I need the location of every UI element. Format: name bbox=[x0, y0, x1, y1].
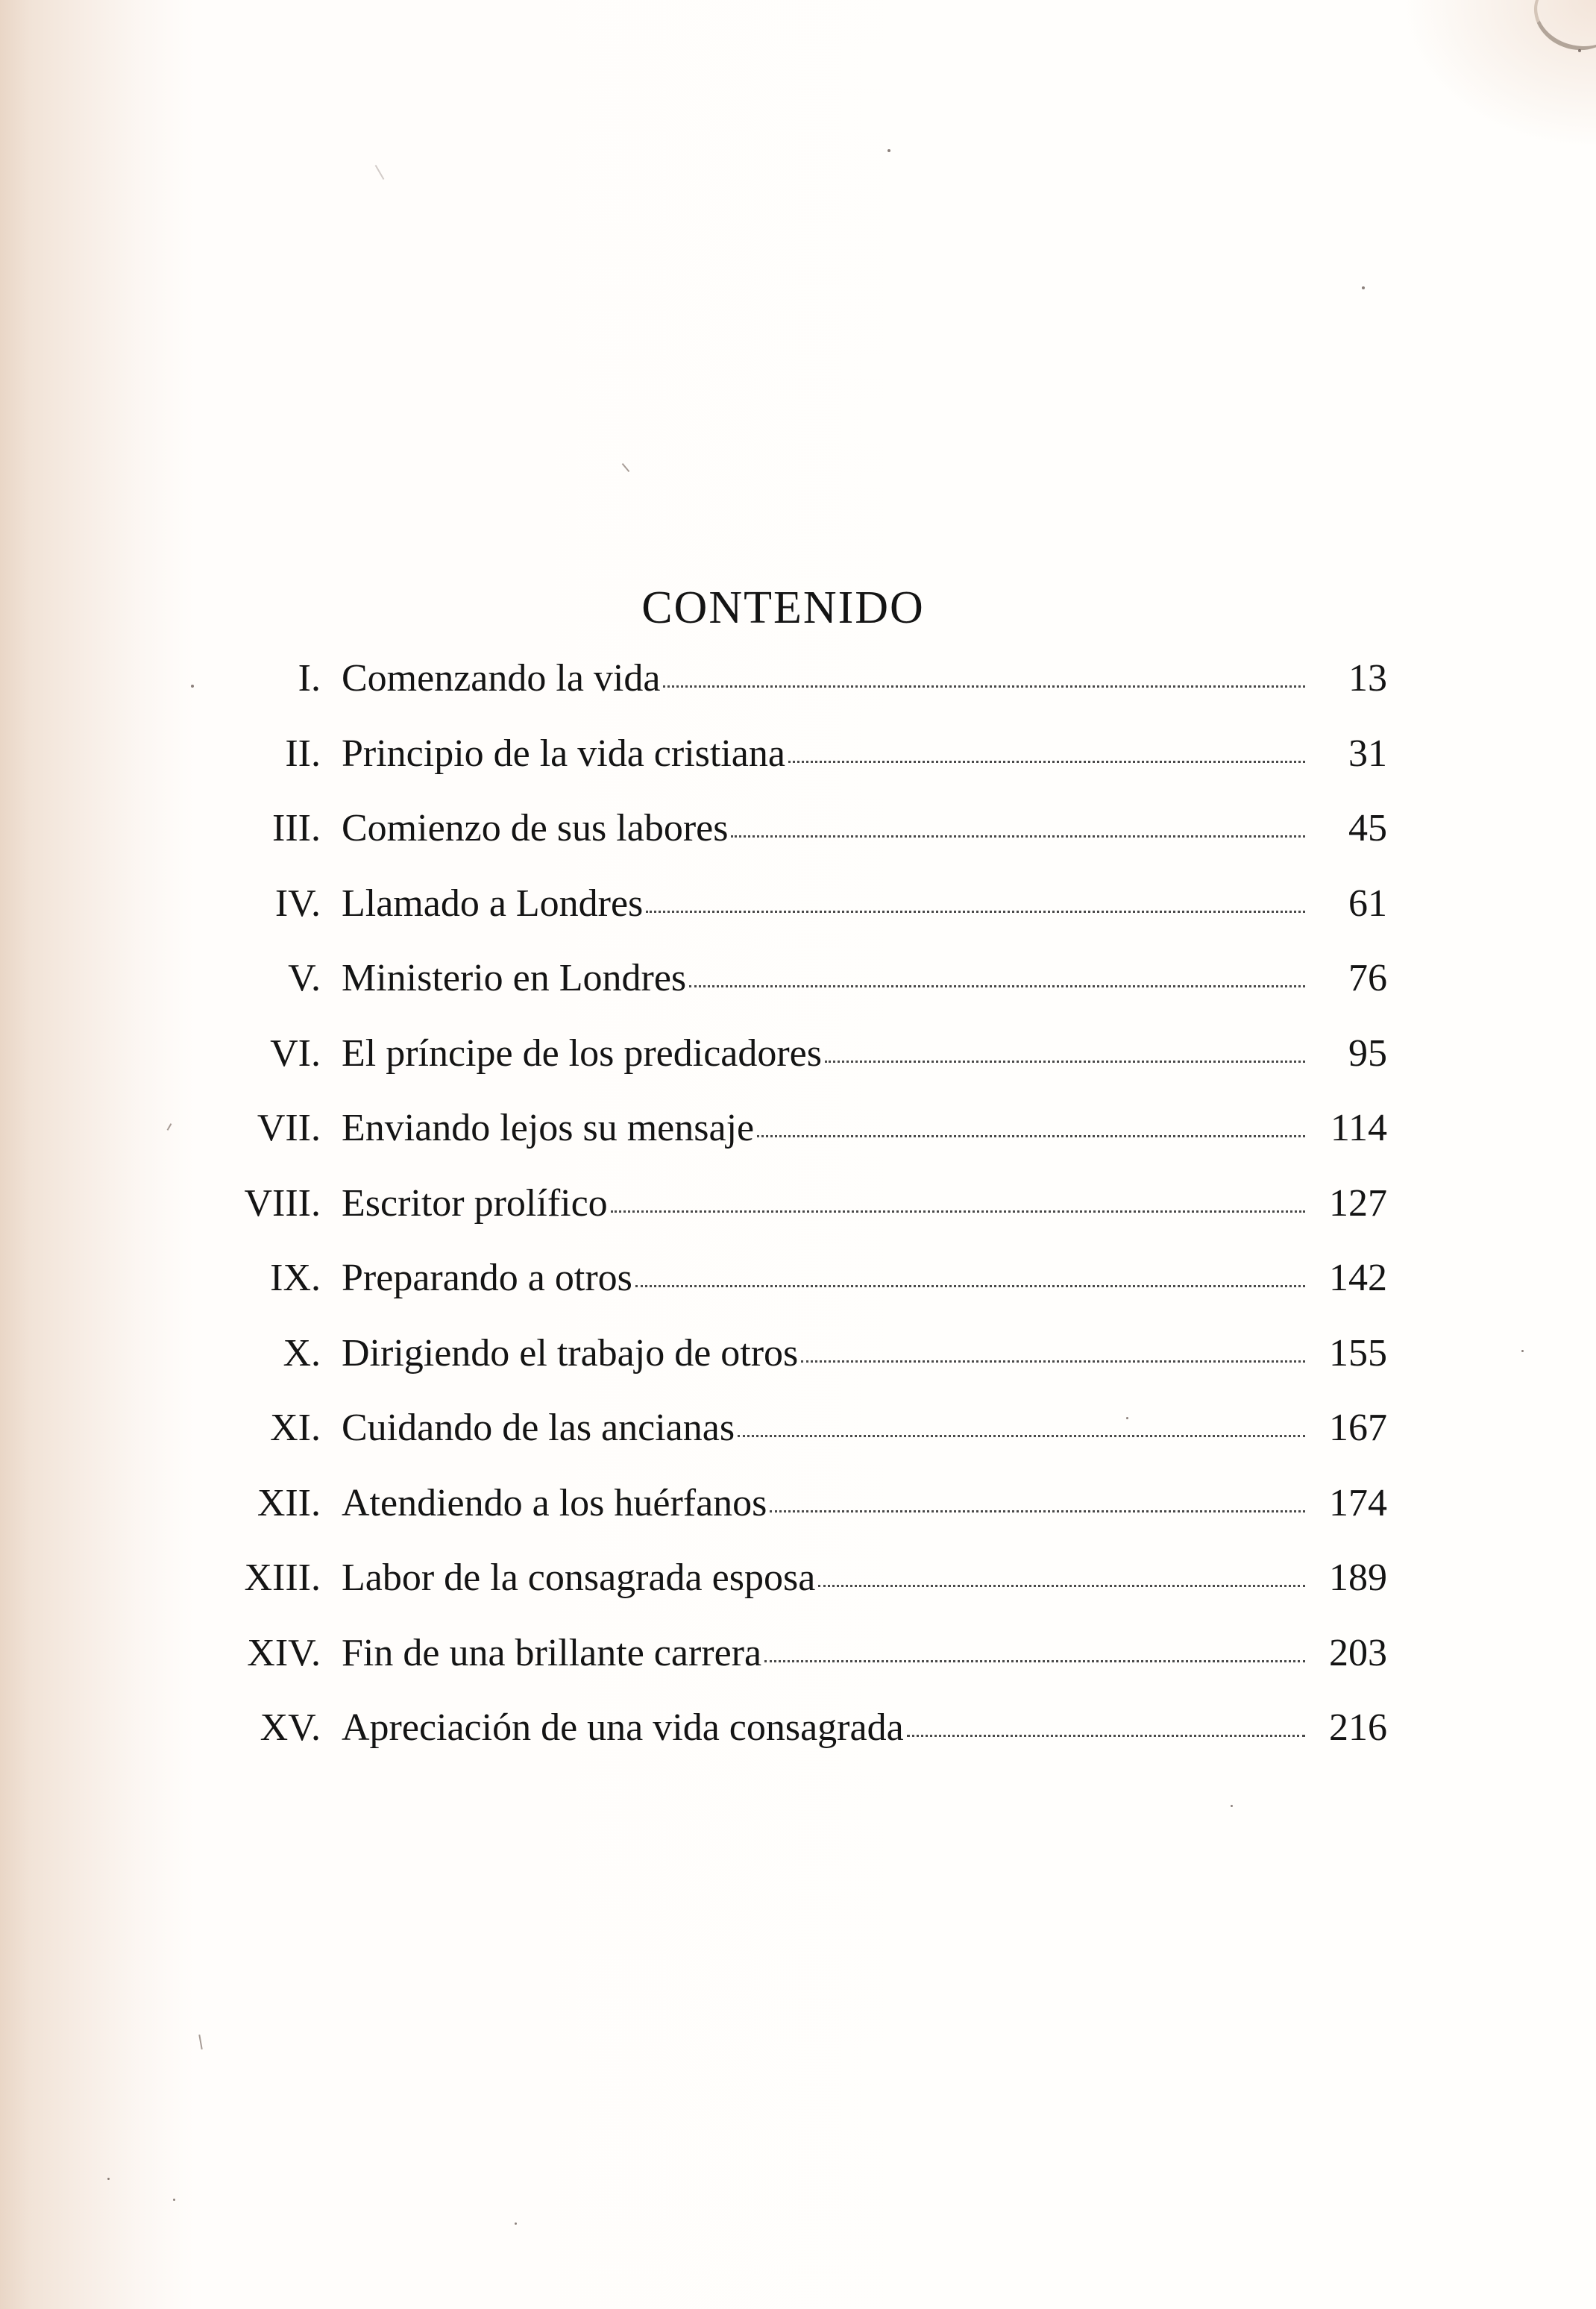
dot-leader bbox=[663, 682, 1305, 688]
page-number: 114 bbox=[1330, 1107, 1387, 1149]
scan-mark bbox=[375, 165, 385, 180]
page-number: 45 bbox=[1348, 807, 1387, 849]
scan-speck bbox=[1521, 1350, 1524, 1352]
dot-leader bbox=[788, 758, 1305, 763]
table-of-contents bbox=[209, 649, 1387, 1774]
chapter-numeral: VI. bbox=[270, 1031, 321, 1075]
page-number: 189 bbox=[1329, 1556, 1387, 1599]
chapter-numeral: I. bbox=[298, 657, 321, 700]
scan-speck bbox=[1362, 286, 1365, 289]
chapter-title-line bbox=[342, 1109, 1387, 1148]
dot-leader bbox=[738, 1432, 1305, 1437]
chapter-numeral: XI. bbox=[270, 1407, 321, 1449]
page-number: 95 bbox=[1348, 1031, 1387, 1075]
dot-leader bbox=[818, 1582, 1305, 1587]
scan-speck bbox=[191, 685, 194, 688]
page-number: 167 bbox=[1329, 1407, 1387, 1449]
chapter-title-line bbox=[342, 732, 1387, 775]
chapter-title-line bbox=[342, 1031, 1387, 1075]
chapter-title: Comienzo de sus labores bbox=[342, 807, 729, 849]
page-number: 155 bbox=[1329, 1331, 1387, 1375]
page-number: 127 bbox=[1329, 1181, 1387, 1225]
toc-heading: CONTENIDO bbox=[641, 582, 925, 633]
page-number: 13 bbox=[1348, 657, 1387, 700]
toc-entry[interactable] bbox=[209, 1024, 1387, 1099]
chapter-title-line bbox=[342, 1181, 1387, 1225]
dot-leader bbox=[825, 1058, 1305, 1063]
chapter-title: Enviando lejos su mensaje bbox=[342, 1107, 755, 1149]
page-number: 216 bbox=[1329, 1706, 1387, 1749]
dot-leader bbox=[611, 1207, 1305, 1213]
chapter-numeral: XIV. bbox=[247, 1631, 321, 1674]
scan-speck bbox=[1578, 49, 1581, 52]
chapter-numeral: VII. bbox=[257, 1107, 321, 1149]
chapter-title-line bbox=[342, 959, 1387, 998]
chapter-title-line bbox=[342, 882, 1387, 925]
chapter-numeral: II. bbox=[285, 732, 321, 775]
toc-entry[interactable] bbox=[209, 1099, 1387, 1174]
chapter-title: Ministerio en Londres bbox=[342, 957, 687, 999]
chapter-title-line bbox=[342, 1409, 1387, 1448]
toc-entry[interactable] bbox=[209, 1698, 1387, 1774]
scan-speck bbox=[173, 2199, 175, 2201]
chapter-numeral: XV. bbox=[260, 1706, 321, 1749]
chapter-numeral: IX. bbox=[270, 1257, 321, 1299]
scan-speck bbox=[887, 149, 890, 152]
dot-leader bbox=[770, 1507, 1305, 1512]
dot-leader bbox=[689, 982, 1305, 987]
dot-leader bbox=[764, 1657, 1305, 1662]
chapter-title: Fin de una brillante carrera bbox=[342, 1631, 762, 1674]
chapter-title: El príncipe de los predicadores bbox=[342, 1031, 822, 1075]
chapter-title-line bbox=[342, 1631, 1387, 1674]
chapter-title: Comenzando la vida bbox=[342, 657, 661, 700]
chapter-title-line bbox=[342, 1556, 1387, 1599]
chapter-title: Atendiendo a los huérfanos bbox=[342, 1481, 767, 1524]
scan-mark bbox=[167, 1123, 172, 1131]
page-number: 76 bbox=[1348, 957, 1387, 999]
toc-entry[interactable] bbox=[209, 1548, 1387, 1624]
chapter-numeral: XIII. bbox=[244, 1556, 321, 1599]
scan-speck bbox=[515, 2222, 517, 2225]
toc-entry[interactable] bbox=[209, 1624, 1387, 1699]
dot-leader bbox=[907, 1732, 1305, 1737]
chapter-title-line bbox=[342, 809, 1387, 848]
scan-speck bbox=[1231, 1805, 1233, 1807]
dot-leader bbox=[646, 908, 1305, 913]
toc-entry[interactable] bbox=[209, 1248, 1387, 1324]
chapter-title-line bbox=[342, 1259, 1387, 1298]
page-number: 31 bbox=[1348, 732, 1387, 775]
toc-entry[interactable] bbox=[209, 1174, 1387, 1249]
dot-leader bbox=[731, 832, 1305, 838]
toc-entry[interactable] bbox=[209, 1398, 1387, 1474]
scan-mark bbox=[622, 463, 630, 472]
chapter-title: Cuidando de las ancianas bbox=[342, 1407, 735, 1449]
chapter-title-line bbox=[342, 1706, 1387, 1749]
toc-entry[interactable] bbox=[209, 649, 1387, 724]
scan-mark bbox=[198, 2035, 202, 2049]
toc-entry[interactable] bbox=[209, 1324, 1387, 1399]
chapter-title-line bbox=[342, 1331, 1387, 1375]
dot-leader bbox=[757, 1132, 1305, 1137]
chapter-title: Labor de la consagrada esposa bbox=[342, 1556, 816, 1599]
chapter-numeral: V. bbox=[288, 957, 321, 999]
chapter-title-line bbox=[342, 1481, 1387, 1524]
page-number: 174 bbox=[1329, 1481, 1387, 1524]
chapter-numeral: XII. bbox=[257, 1481, 321, 1524]
chapter-numeral: X. bbox=[283, 1331, 321, 1375]
chapter-title: Principio de la vida cristiana bbox=[342, 732, 785, 775]
page-number: 203 bbox=[1329, 1631, 1387, 1674]
chapter-numeral: VIII. bbox=[244, 1181, 321, 1225]
page-number: 142 bbox=[1329, 1257, 1387, 1299]
toc-entry[interactable] bbox=[209, 874, 1387, 949]
page-number: 61 bbox=[1348, 882, 1387, 925]
chapter-title: Apreciación de una vida consagrada bbox=[342, 1706, 904, 1749]
chapter-title-line bbox=[342, 659, 1387, 698]
chapter-numeral: IV. bbox=[274, 882, 321, 925]
chapter-title: Escritor prolífico bbox=[342, 1181, 608, 1225]
dot-leader bbox=[801, 1357, 1305, 1363]
chapter-title: Preparando a otros bbox=[342, 1257, 632, 1299]
scan-speck bbox=[107, 2178, 110, 2180]
chapter-numeral: III. bbox=[272, 807, 321, 849]
chapter-title: Llamado a Londres bbox=[342, 882, 644, 925]
toc-entry[interactable] bbox=[209, 724, 1387, 799]
toc-entry[interactable] bbox=[209, 949, 1387, 1024]
toc-entry[interactable] bbox=[209, 799, 1387, 874]
toc-entry[interactable] bbox=[209, 1474, 1387, 1549]
dot-leader bbox=[635, 1282, 1305, 1287]
chapter-title: Dirigiendo el trabajo de otros bbox=[342, 1331, 799, 1375]
